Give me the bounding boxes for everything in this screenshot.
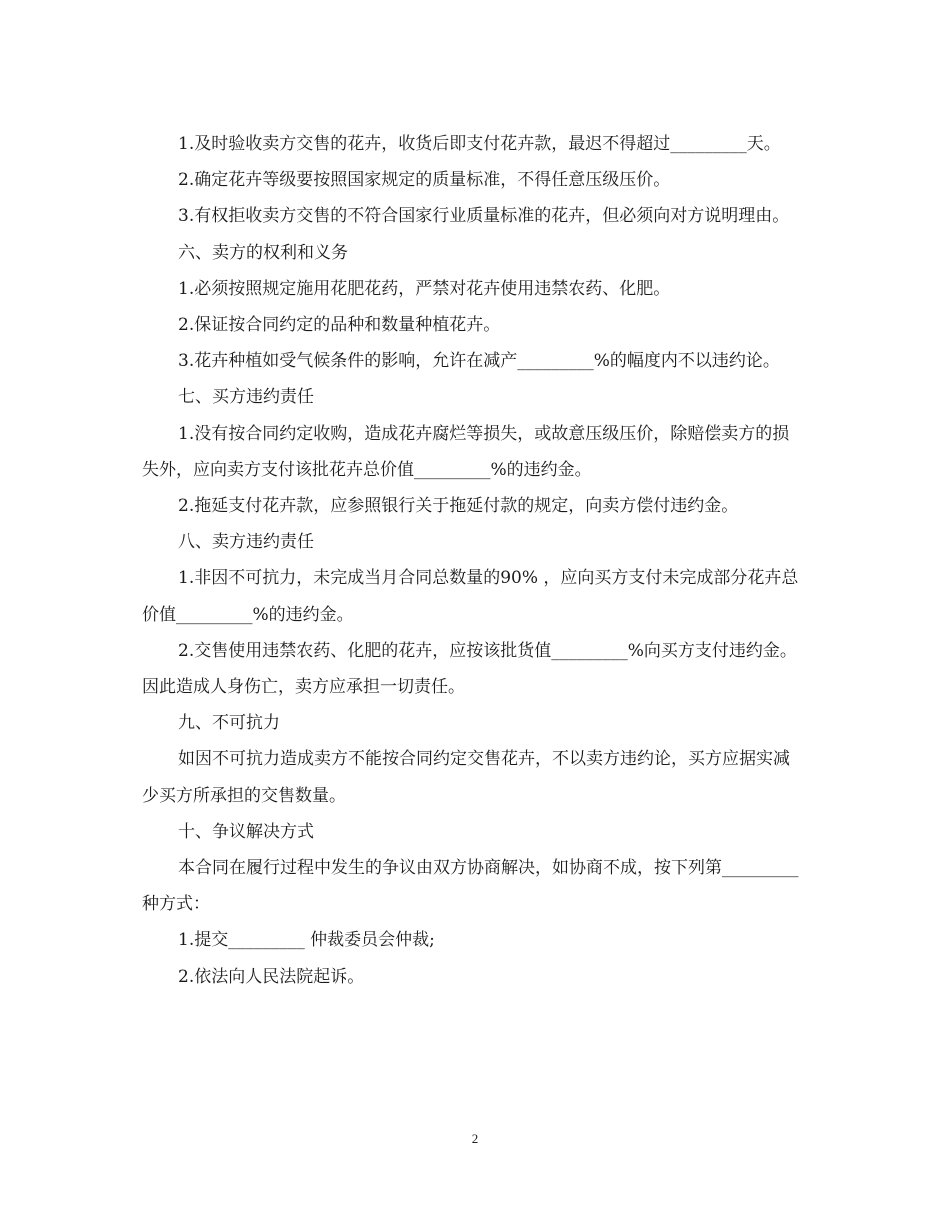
section-heading: 十、争议解决方式 [178,821,314,842]
paragraph: 1.必须按照规定施用花肥花药，严禁对花卉使用违禁农药、化肥。 [178,278,671,299]
paragraph: 1.非因不可抗力，未完成当月合同总数量的90% ，应向买方支付未完成部分花卉总价值_________%的违约金。 [142,568,799,625]
section-heading: 七、买方违约责任 [178,387,314,408]
paragraph: 1.没有按合同约定收购，造成花卉腐烂等损失，或故意压级压价，除赔偿卖方的损失外，应向卖方支付该批花卉总价值_________%的违约金。 [142,423,790,480]
document-body [142,126,804,995]
paragraph: 2.保证按合同约定的品种和数量种植花卉。 [178,315,501,336]
paragraph: 如因不可抗力造成卖方不能按合同约定交售花卉，不以卖方违约论，买方应据实减少买方所承担的交售数量。 [142,749,790,806]
paragraph: 3.有权拒收卖方交售的不符合国家行业质量标准的花卉，但必须向对方说明理由。 [178,206,790,227]
page-number: 2 [471,1131,479,1146]
paragraph: 2.拖延支付花卉款，应参照银行关于拖延付款的规定，向卖方偿付违约金。 [178,496,739,517]
section-heading: 八、卖方违约责任 [178,532,314,553]
paragraph: 2.确定花卉等级要按照国家规定的质量标准，不得任意压级压价。 [178,170,671,191]
paragraph: 3.花卉种植如受气候条件的影响，允许在减产_________%的幅度内不以违约论。 [178,351,780,372]
paragraph: 2.依法向人民法院起诉。 [178,966,365,987]
paragraph: 本合同在履行过程中发生的争议由双方协商解决，如协商不成，按下列第_________ 种方式： [142,858,804,915]
section-heading: 九、不可抗力 [178,713,280,734]
paragraph: 1.及时验收卖方交售的花卉，收货后即支付花卉款，最迟不得超过_________天。 [178,134,781,154]
section-heading: 六、卖方的权利和义务 [178,242,348,263]
paragraph: 2.交售使用违禁农药、化肥的花卉，应按该批货值_________%向买方支付违约金。因此造成人身伤亡，卖方应承担一切责任。 [142,640,797,698]
paragraph: 1.提交_________ 仲裁委员会仲裁; [178,930,435,951]
